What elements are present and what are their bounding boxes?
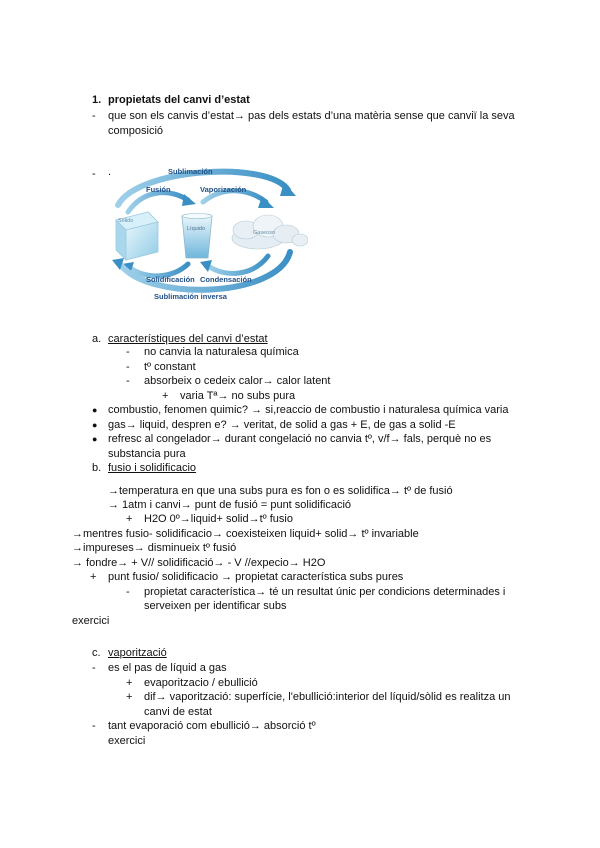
solidification-label: Solidificación (146, 275, 195, 284)
section-c-exercise: exercici (108, 735, 146, 747)
section-b-exercise: exercici (72, 615, 110, 627)
section-c-dash-item: es el pas de líquid a gas (108, 662, 227, 674)
fusion-label: Fusión (146, 185, 171, 194)
section-b-title: fusio i solidificacio (108, 462, 197, 474)
section-b-dash-continuation: serveixen per identificar subs (144, 600, 287, 612)
water-glass-icon (182, 214, 212, 259)
section-b-plus-marker: + (126, 513, 133, 525)
section-a-marker: a. (92, 333, 102, 345)
condensation-arrow (208, 256, 268, 273)
section-b-line-2: → 1atm i canvi→ punt de fusió = punt solidificació (108, 499, 352, 511)
liquid-label: Líquido (187, 226, 206, 232)
section-c-plus-item: evaporitzacio / ebullició (144, 677, 258, 689)
section-b-plus-marker: + (90, 571, 97, 583)
inverse-sublimation-label: Sublimación inversa (154, 292, 227, 301)
bullet-marker: ● (92, 434, 98, 444)
section-c-title: vaporització (108, 647, 167, 659)
section-c-dash-item: tant evaporació com ebullició→ absorció tº (108, 720, 316, 732)
section-a-item-marker: - (126, 375, 130, 387)
bullet-item-continuation: substancia pura (108, 448, 186, 460)
solid-label: Sólido (118, 218, 134, 224)
bullet-marker: ● (92, 420, 98, 430)
section-c-plus-item: dif→ vaporització: superfície, l'ebullició:interior del líquid/sòlid es realitza un (144, 691, 511, 703)
heading-title: propietats del canvi d’estat (108, 94, 250, 106)
bullet-item: gas→ liquid, despren e? → veritat, de solid a gas + E, de gas a solid -E (108, 419, 456, 431)
section-a-sub-item: varia Tª→ no subs pura (180, 390, 296, 402)
figure-dot: . (108, 166, 112, 178)
states-of-matter-diagram (108, 160, 308, 302)
section-c-dash-marker: - (92, 662, 96, 674)
section-c-marker: c. (92, 647, 101, 659)
section-c-dash-marker: - (92, 720, 96, 732)
section-b-line-1: →temperatura en que una subs pura es fon o es solidifica→ tº de fusió (108, 485, 453, 497)
section-a-sub-marker: + (162, 390, 169, 402)
section-a-title: característiques del canvi d’estat (108, 333, 268, 345)
fusion-arrowhead (182, 194, 196, 206)
fusion-arrow (128, 193, 188, 212)
intro-marker: - (92, 110, 96, 122)
section-b-dash-marker: - (126, 586, 130, 598)
section-b-flush-line: → fondre→ + V// solidificació→ - V //expecio→ H2O (72, 557, 326, 569)
section-a-item-marker: - (126, 346, 130, 358)
condensation-label: Condensación (200, 275, 252, 284)
section-c-plus-continuation: canvi de estat (144, 706, 212, 718)
section-b-plus-item: punt fusio/ solidificacio → propietat característica subs pures (108, 571, 404, 583)
figure-marker: - (92, 168, 96, 180)
intro-line-1: que son els canvis d’estat→ pas dels estats d’una matèria sense que canviï la seva (108, 110, 515, 122)
section-a-item-marker: - (126, 361, 130, 373)
sublimation-label: Sublimación (168, 167, 213, 176)
bullet-item: combustio, fenomen quimic? → si,reaccio de combustio i naturalesa química varia (108, 404, 509, 416)
section-c-plus-marker: + (126, 691, 133, 703)
section-a-item: absorbeix o cedeix calor→ calor latent (144, 375, 331, 387)
section-b-plus-item: H2O 0º→liquid+ solid→tº fusio (144, 513, 293, 525)
section-a-item: no canvia la naturalesa química (144, 346, 299, 358)
section-b-dash-item: propietat característica→ té un resultat únic per condicions determinades i (144, 586, 506, 598)
section-b-flush-line: →impureses→ disminueix tº fusió (72, 542, 237, 554)
section-b-flush-line: →mentres fusio- solidificacio→ coexisteixen liquid+ solid→ tº invariable (72, 528, 419, 540)
heading-number: 1. (92, 94, 102, 106)
section-b-marker: b. (92, 462, 102, 474)
intro-line-2: composició (108, 125, 164, 137)
section-c-plus-marker: + (126, 677, 133, 689)
section-a-item: tº constant (144, 361, 196, 373)
bullet-marker: ● (92, 405, 98, 415)
vaporization-label: Vaporización (200, 185, 247, 194)
gas-label: Gaseoso (253, 230, 276, 236)
bullet-item: refresc al congelador→ durant congelació no canvia tº, v/f→ fals, perquè no es (108, 433, 492, 445)
